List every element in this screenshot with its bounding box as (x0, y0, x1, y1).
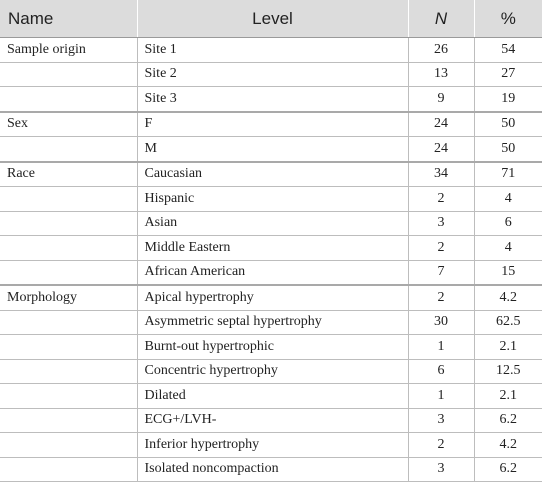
cell-n: 30 (408, 310, 474, 335)
cell-percent: 4.2 (474, 433, 542, 458)
cell-n: 2 (408, 433, 474, 458)
cell-name: Race (0, 162, 137, 187)
cell-percent: 15 (474, 260, 542, 285)
cell-level: Hispanic (137, 187, 408, 212)
cell-name (0, 260, 137, 285)
cell-level: Apical hypertrophy (137, 285, 408, 310)
cell-name (0, 408, 137, 433)
cell-n: 1 (408, 384, 474, 409)
cell-percent: 62.5 (474, 310, 542, 335)
cell-name: Morphology (0, 285, 137, 310)
table-row (0, 187, 542, 212)
cell-n: 3 (408, 211, 474, 236)
cell-level: M (137, 137, 408, 162)
table-row (0, 384, 542, 409)
cell-percent: 6.2 (474, 408, 542, 433)
cell-name (0, 87, 137, 112)
cell-name (0, 457, 137, 482)
cell-name (0, 187, 137, 212)
cell-n: 7 (408, 260, 474, 285)
cell-percent: 4.2 (474, 285, 542, 310)
cell-name (0, 62, 137, 87)
cell-level: Site 2 (137, 62, 408, 87)
cell-level: Site 3 (137, 87, 408, 112)
cell-level: Site 1 (137, 38, 408, 63)
cell-n: 1 (408, 335, 474, 360)
cell-percent: 50 (474, 137, 542, 162)
cell-n: 2 (408, 236, 474, 261)
cell-level: Concentric hypertrophy (137, 359, 408, 384)
cell-level: Inferior hypertrophy (137, 433, 408, 458)
table-row (0, 285, 542, 310)
table-row (0, 260, 542, 285)
cell-n: 2 (408, 187, 474, 212)
table-row (0, 38, 542, 63)
header-level: Level (137, 0, 408, 38)
table-row (0, 433, 542, 458)
cell-name (0, 137, 137, 162)
table-row (0, 335, 542, 360)
cell-level: African American (137, 260, 408, 285)
cell-n: 13 (408, 62, 474, 87)
cell-percent: 12.5 (474, 359, 542, 384)
cell-name (0, 236, 137, 261)
cell-percent: 2.1 (474, 335, 542, 360)
cell-percent: 71 (474, 162, 542, 187)
cell-percent: 2.1 (474, 384, 542, 409)
cell-level: Caucasian (137, 162, 408, 187)
cell-percent: 27 (474, 62, 542, 87)
cell-name (0, 335, 137, 360)
table-row (0, 359, 542, 384)
table-row (0, 457, 542, 482)
table-row (0, 162, 542, 187)
header-n: N (408, 0, 474, 38)
cell-percent: 6.2 (474, 457, 542, 482)
header-percent: % (474, 0, 542, 38)
cell-level: F (137, 112, 408, 137)
table-row (0, 310, 542, 335)
cell-level: Dilated (137, 384, 408, 409)
cell-n: 3 (408, 408, 474, 433)
table-row (0, 408, 542, 433)
table-body (0, 38, 542, 482)
cell-name (0, 310, 137, 335)
cell-n: 34 (408, 162, 474, 187)
table-row (0, 87, 542, 112)
cell-level: Asymmetric septal hypertrophy (137, 310, 408, 335)
table-row (0, 236, 542, 261)
cell-percent: 54 (474, 38, 542, 63)
cell-percent: 50 (474, 112, 542, 137)
cell-n: 9 (408, 87, 474, 112)
cell-name: Sex (0, 112, 137, 137)
cell-level: Asian (137, 211, 408, 236)
table-row (0, 137, 542, 162)
cell-name (0, 384, 137, 409)
cell-name (0, 359, 137, 384)
cell-level: Middle Eastern (137, 236, 408, 261)
table-header-row (0, 0, 542, 38)
cell-level: ECG+/LVH- (137, 408, 408, 433)
cell-percent: 19 (474, 87, 542, 112)
cell-n: 26 (408, 38, 474, 63)
cell-n: 24 (408, 112, 474, 137)
cell-n: 2 (408, 285, 474, 310)
cell-name (0, 433, 137, 458)
cell-percent: 4 (474, 187, 542, 212)
cell-n: 6 (408, 359, 474, 384)
cell-percent: 6 (474, 211, 542, 236)
cell-level: Isolated noncompaction (137, 457, 408, 482)
cell-n: 3 (408, 457, 474, 482)
cell-percent: 4 (474, 236, 542, 261)
cell-name (0, 211, 137, 236)
cell-name: Sample origin (0, 38, 137, 63)
table-row (0, 112, 542, 137)
table-row (0, 211, 542, 236)
cell-n: 24 (408, 137, 474, 162)
header-name: Name (0, 0, 137, 38)
cell-level: Burnt-out hypertrophic (137, 335, 408, 360)
table-row (0, 62, 542, 87)
